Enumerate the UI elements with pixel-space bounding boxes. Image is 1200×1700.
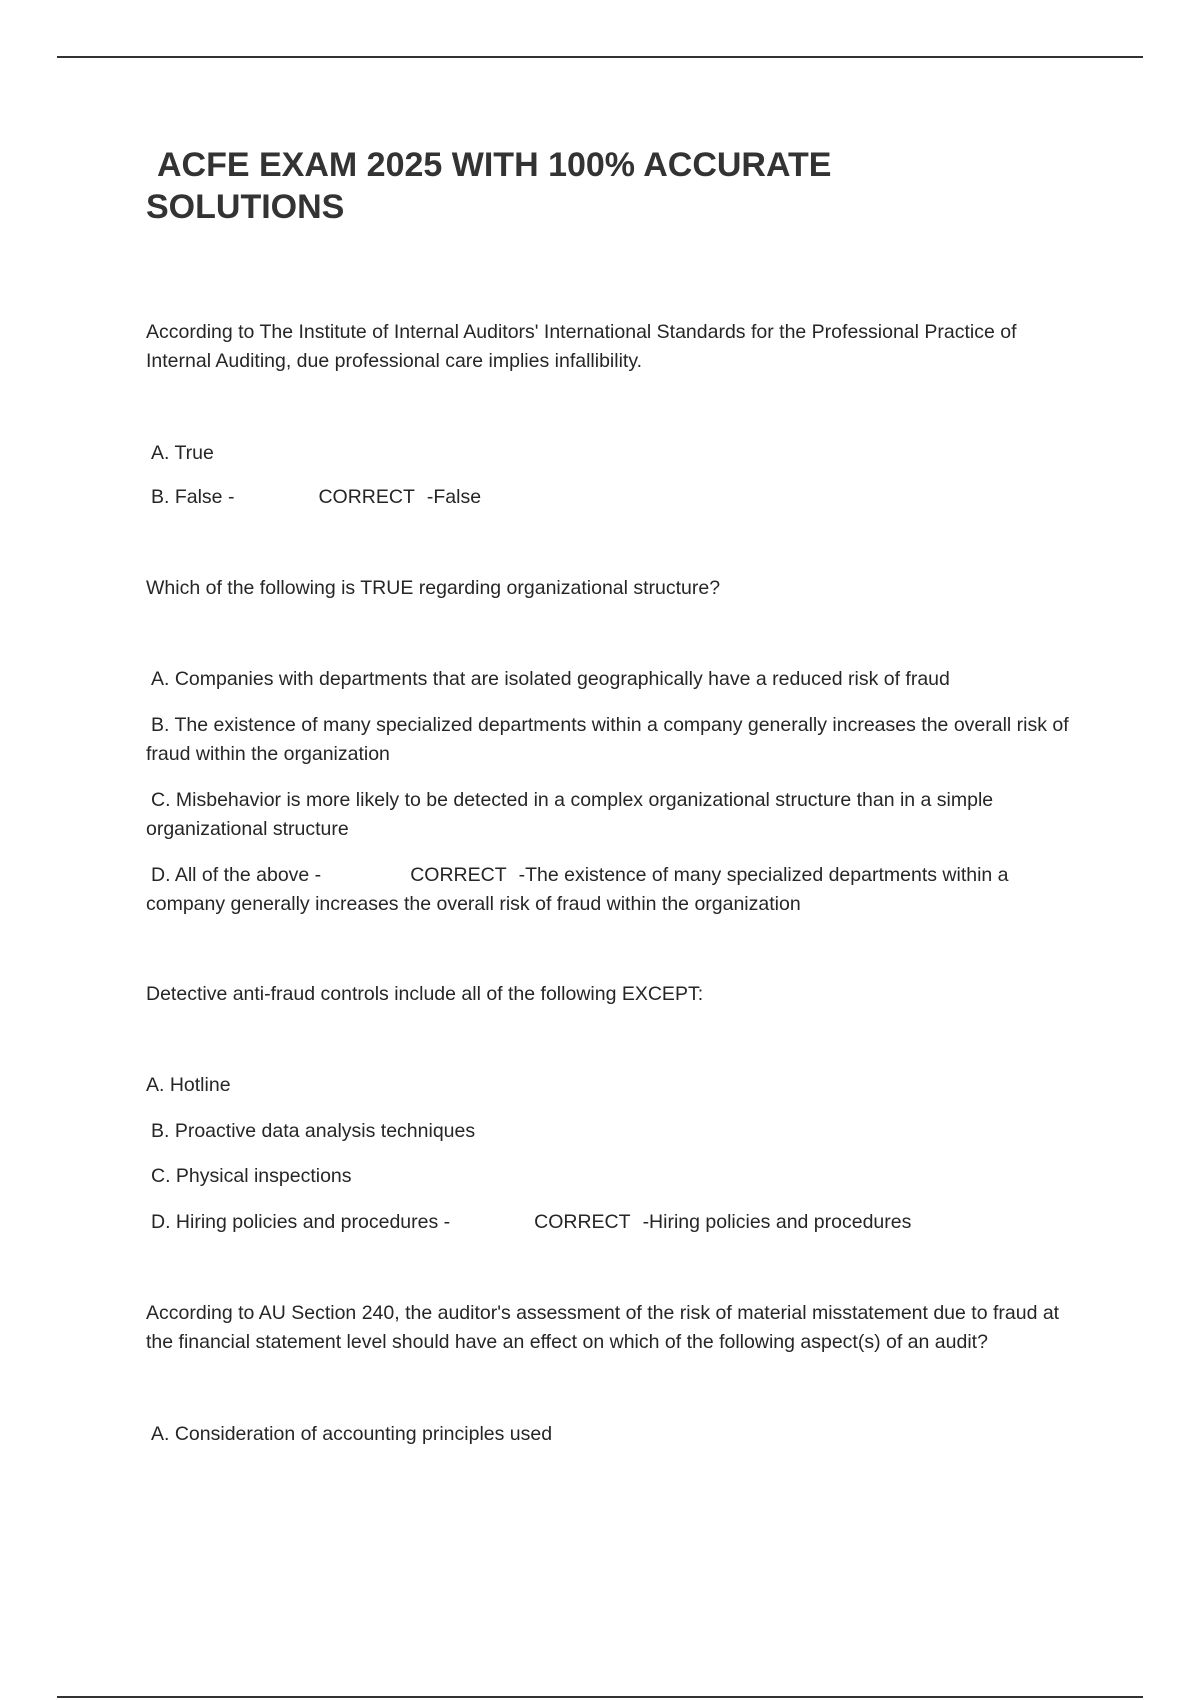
q3-option-c: C. Physical inspections [151,1165,352,1187]
q3-option-d-label: D. Hiring policies and procedures - [151,1211,451,1233]
document-title [146,144,1046,228]
q3-option-b: B. Proactive data analysis techniques [151,1120,476,1142]
q2-option-b: B. The existence of many specialized departments within a company generally increases the overall risk of fraud within the organization [146,714,1069,765]
title-line-1: ACFE EXAM 2025 WITH 100% ACCURATE [157,146,832,184]
q3-answer: -Hiring policies and procedures [642,1211,912,1233]
q3-option-a: A. Hotline [146,1074,231,1096]
q1-option-b [151,483,481,512]
bottom-rule [57,1696,1143,1698]
q1-correct-marker: CORRECT [318,486,415,508]
question-3-text: Detective anti-fraud controls include all of the following EXCEPT: [146,983,704,1005]
q1-answer: -False [426,486,482,508]
question-2-text: Which of the following is TRUE regarding organizational structure? [146,577,721,599]
q2-option-a: A. Companies with departments that are isolated geographically have a reduced risk of fraud [151,668,950,690]
top-rule [57,56,1143,58]
title-line-2: SOLUTIONS [146,188,345,226]
question-1-text: According to The Institute of Internal Auditors' International Standards for the Professional Practice of Internal Auditing, due professional care implies infallibility. [146,321,1017,372]
q2-option-d-label: D. All of the above - [151,864,322,886]
question-4-text: According to AU Section 240, the auditor's assessment of the risk of material misstatement due to fraud at the financial statement level should have an effect on which of the following aspect(s) of an audit? [146,1302,1060,1353]
q1-option-a: A. True [151,442,214,464]
q1-option-b-label: B. False - [151,486,235,508]
q3-correct-marker: CORRECT [534,1211,631,1233]
q2-option-c: C. Misbehavior is more likely to be detected in a complex organizational structure than in a simple organizational structure [146,789,994,840]
q2-correct-marker: CORRECT [410,864,507,886]
q3-option-d [151,1208,911,1237]
q2-answer: -The existence of many specialized departments within a company generally increases the overall risk of fraud within the organization [146,864,1009,915]
q2-option-d [146,861,1086,919]
q4-option-a: A. Consideration of accounting principles used [151,1423,553,1445]
